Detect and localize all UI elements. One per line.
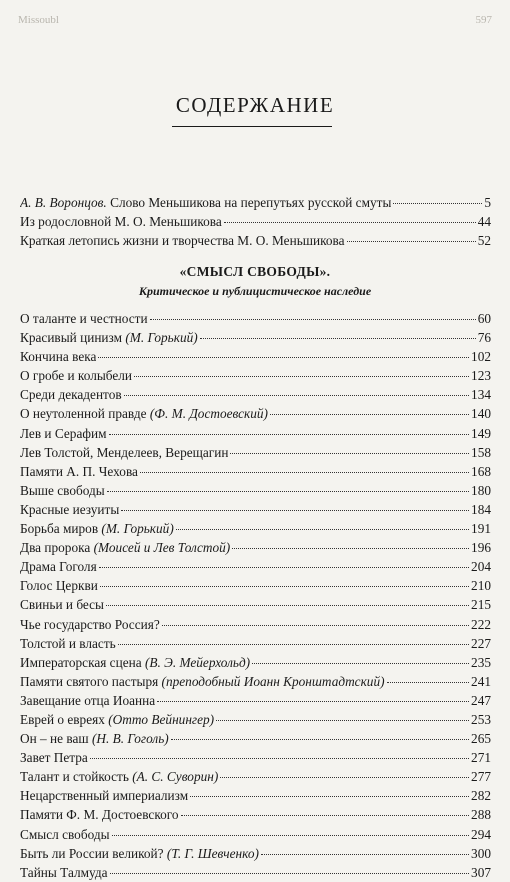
entry-note: (Отто Вейнингер) xyxy=(108,711,215,727)
dot-leader xyxy=(140,472,469,473)
entry-text: Борьба миров xyxy=(20,521,102,537)
section-subtitle: Критическое и публицистическое наследие xyxy=(138,284,372,298)
dot-leader xyxy=(387,682,470,683)
entry-text: Среди декадентов xyxy=(20,387,122,403)
toc-entry xyxy=(20,729,491,748)
entry-title xyxy=(20,805,179,824)
entry-title xyxy=(20,309,148,328)
toc-entries xyxy=(20,309,491,882)
entry-text: Чье государство Россия? xyxy=(20,616,160,632)
entry-title xyxy=(20,443,228,462)
page-number: 44 xyxy=(477,214,491,230)
toc-entry xyxy=(20,653,491,672)
entry-note: (М. Горький) xyxy=(125,330,198,346)
toc-entry xyxy=(20,634,491,653)
toc-entry xyxy=(20,328,491,347)
toc-entry xyxy=(20,366,491,385)
entry-title xyxy=(20,710,214,729)
dot-leader xyxy=(90,758,469,759)
toc-entry xyxy=(20,767,491,786)
page-number: 204 xyxy=(471,559,491,575)
dot-leader xyxy=(190,796,469,797)
dot-leader xyxy=(200,338,476,339)
dot-leader xyxy=(261,854,469,855)
entry-title xyxy=(20,653,250,672)
page-number: 184 xyxy=(471,501,491,517)
entry-text: О таланте и честности xyxy=(20,311,148,326)
entry-text: О гробе и колыбели xyxy=(20,368,133,384)
entry-title xyxy=(20,786,188,805)
page-number: 76 xyxy=(477,330,491,346)
page-number: 60 xyxy=(477,311,491,326)
dot-leader xyxy=(150,319,476,320)
entry-note: (Моисей и Лев Толстой) xyxy=(93,540,231,556)
page-number: 227 xyxy=(471,635,491,651)
entry-text: Памяти А. П. Чехова xyxy=(20,463,138,479)
page-number: 271 xyxy=(471,750,491,766)
entry-title xyxy=(20,385,122,404)
dot-leader xyxy=(157,701,469,702)
toc-entry xyxy=(20,863,491,882)
toc-entry xyxy=(20,519,491,538)
contents-title: СОДЕРЖАНИЕ xyxy=(175,93,335,117)
entry-text: Слово Меньшикова на перепутьях русской смуты xyxy=(106,195,392,210)
entry-title xyxy=(20,366,132,385)
dot-leader xyxy=(109,434,470,435)
entry-text: Свиньи и бесы xyxy=(20,597,104,613)
entry-text: Тайны Талмуда xyxy=(20,864,108,880)
page-number: 288 xyxy=(471,807,491,823)
page-number: 158 xyxy=(471,444,491,460)
toc-entry xyxy=(20,538,491,557)
page-number: 102 xyxy=(471,349,491,365)
entry-title xyxy=(20,595,104,614)
dot-leader xyxy=(98,357,469,358)
entry-text: Кончина века xyxy=(20,349,97,365)
dot-leader xyxy=(393,203,482,204)
page-number: 123 xyxy=(471,368,491,384)
dot-leader xyxy=(118,644,469,645)
dot-leader xyxy=(347,241,476,242)
toc-entry xyxy=(20,710,491,729)
entry-title xyxy=(20,729,169,748)
dot-leader xyxy=(252,663,469,664)
dot-leader xyxy=(224,222,476,223)
entry-title xyxy=(20,748,88,767)
toc-entry xyxy=(20,786,491,805)
dot-leader xyxy=(162,625,469,626)
entry-text: Талант и стойкость xyxy=(20,769,133,785)
page-number: 134 xyxy=(471,387,491,403)
page-number: 247 xyxy=(471,692,491,708)
entry-text: Памяти Ф. М. Достоевского xyxy=(20,807,179,823)
page-number: 196 xyxy=(471,540,491,556)
page-number: 265 xyxy=(471,731,491,747)
toc-entry xyxy=(20,231,491,250)
entry-text: О неутоленной правде xyxy=(20,406,150,422)
entry-title xyxy=(20,767,218,786)
entry-text: Завещание отца Иоанна xyxy=(20,692,156,708)
toc-entry xyxy=(20,844,491,863)
entry-text: Толстой и власть xyxy=(20,635,116,651)
entry-text: Выше свободы xyxy=(20,482,105,498)
entry-note: (В. Э. Мейерхольд) xyxy=(144,654,251,670)
entry-title xyxy=(20,424,107,443)
page-number: 149 xyxy=(471,425,491,441)
toc-entry xyxy=(20,385,491,404)
entry-title xyxy=(20,538,230,557)
entry-note: (М. Горький) xyxy=(101,521,174,537)
entry-text: Он – не ваш xyxy=(20,731,92,747)
toc-entry xyxy=(20,615,491,634)
toc-entry xyxy=(20,557,491,576)
entry-text: Смысл свободы xyxy=(20,826,110,842)
entry-title xyxy=(20,231,345,250)
page-number: 282 xyxy=(471,788,491,804)
toc-entry xyxy=(20,825,491,844)
toc-entry xyxy=(20,193,491,212)
entry-text: Голос Церкви xyxy=(20,578,98,594)
toc-entry xyxy=(20,500,491,519)
page-number: 253 xyxy=(471,711,491,727)
dot-leader xyxy=(220,777,469,778)
toc-entry xyxy=(20,748,491,767)
entry-text: Красные иезуиты xyxy=(20,501,120,517)
toc-entry xyxy=(20,462,491,481)
entry-title xyxy=(20,193,391,212)
dot-leader xyxy=(112,835,470,836)
entry-text: Из родословной М. О. Меньшикова xyxy=(20,214,222,230)
entry-title xyxy=(20,634,116,653)
entry-text: Лев Толстой, Менделеев, Верещагин xyxy=(20,444,229,460)
title-underline xyxy=(172,126,332,127)
toc-entry xyxy=(20,424,491,443)
entry-note: (Ф. М. Достоевский) xyxy=(149,406,268,422)
page-number: 222 xyxy=(471,616,491,632)
entry-title xyxy=(20,347,96,366)
running-head-page-number: 597 xyxy=(475,14,492,26)
dot-leader xyxy=(181,815,470,816)
entry-text: Завет Петра xyxy=(20,750,88,766)
dot-leader xyxy=(134,376,469,377)
dot-leader xyxy=(99,567,469,568)
toc-entry xyxy=(20,404,491,423)
dot-leader xyxy=(171,739,469,740)
toc-entry xyxy=(20,347,491,366)
entry-text: Быть ли России великой? xyxy=(20,845,167,861)
entry-title xyxy=(20,212,222,231)
entry-title xyxy=(20,576,98,595)
entry-title xyxy=(20,328,198,347)
page-number: 5 xyxy=(484,195,491,210)
page-number: 191 xyxy=(471,521,491,537)
toc-entry xyxy=(20,805,491,824)
entry-title xyxy=(20,844,259,863)
page-number: 52 xyxy=(477,233,491,249)
entry-text: Императорская сцена xyxy=(20,654,145,670)
toc-entry xyxy=(20,309,491,328)
toc-entry xyxy=(20,443,491,462)
page-number: 300 xyxy=(471,845,491,861)
toc-entry xyxy=(20,576,491,595)
entry-title xyxy=(20,672,385,691)
entry-title xyxy=(20,500,119,519)
section-title: «СМЫСЛ СВОБОДЫ». xyxy=(179,264,331,279)
page-number: 168 xyxy=(471,463,491,479)
entry-title xyxy=(20,825,110,844)
dot-leader xyxy=(176,529,469,530)
entry-text: Лев и Серафим xyxy=(20,425,107,441)
dot-leader xyxy=(232,548,469,549)
intro-entries xyxy=(20,193,491,250)
page-number: 235 xyxy=(471,654,491,670)
page-number: 215 xyxy=(471,597,491,613)
running-head-left: Missoubl xyxy=(18,14,59,26)
toc-entry xyxy=(20,691,491,710)
entry-text: Красивый цинизм xyxy=(20,330,126,346)
entry-title xyxy=(20,863,108,882)
page-number: 241 xyxy=(471,673,491,689)
entry-text: Драма Гоголя xyxy=(20,559,97,575)
entry-author: А. В. Воронцов. xyxy=(20,195,107,210)
dot-leader xyxy=(106,605,469,606)
entry-title xyxy=(20,404,268,423)
entry-title xyxy=(20,519,174,538)
page-number: 180 xyxy=(471,482,491,498)
entry-text: Нецарственный империализм xyxy=(20,788,189,804)
entry-note: (А. С. Суворин) xyxy=(132,769,219,785)
dot-leader xyxy=(121,510,469,511)
entry-text: Краткая летопись жизни и творчества М. О. Меньшикова xyxy=(20,233,345,249)
page-number: 307 xyxy=(471,864,491,880)
toc-entry xyxy=(20,672,491,691)
dot-leader xyxy=(107,491,469,492)
entry-note: (Н. В. Гоголь) xyxy=(91,731,169,747)
page-number: 277 xyxy=(471,769,491,785)
entry-title xyxy=(20,615,160,634)
page-number: 210 xyxy=(471,578,491,594)
running-head xyxy=(18,14,492,30)
entry-title xyxy=(20,462,138,481)
entry-note: (Т. Г. Шевченко) xyxy=(166,845,259,861)
dot-leader xyxy=(230,453,469,454)
toc-entry xyxy=(20,212,491,231)
entry-text: Еврей о евреях xyxy=(20,711,109,727)
entry-text: Памяти святого пастыря xyxy=(20,673,162,689)
entry-note: (преподобный Иоанн Кронштадтский) xyxy=(161,673,385,689)
entry-title xyxy=(20,691,155,710)
toc-entry xyxy=(20,481,491,500)
page-number: 294 xyxy=(471,826,491,842)
dot-leader xyxy=(270,414,469,415)
entry-title xyxy=(20,557,97,576)
entry-text: Два пророка xyxy=(20,540,94,556)
dot-leader xyxy=(110,873,470,874)
entry-title xyxy=(20,481,105,500)
dot-leader xyxy=(216,720,469,721)
dot-leader xyxy=(124,395,469,396)
dot-leader xyxy=(100,586,469,587)
toc-entry xyxy=(20,595,491,614)
page-number: 140 xyxy=(471,406,491,422)
